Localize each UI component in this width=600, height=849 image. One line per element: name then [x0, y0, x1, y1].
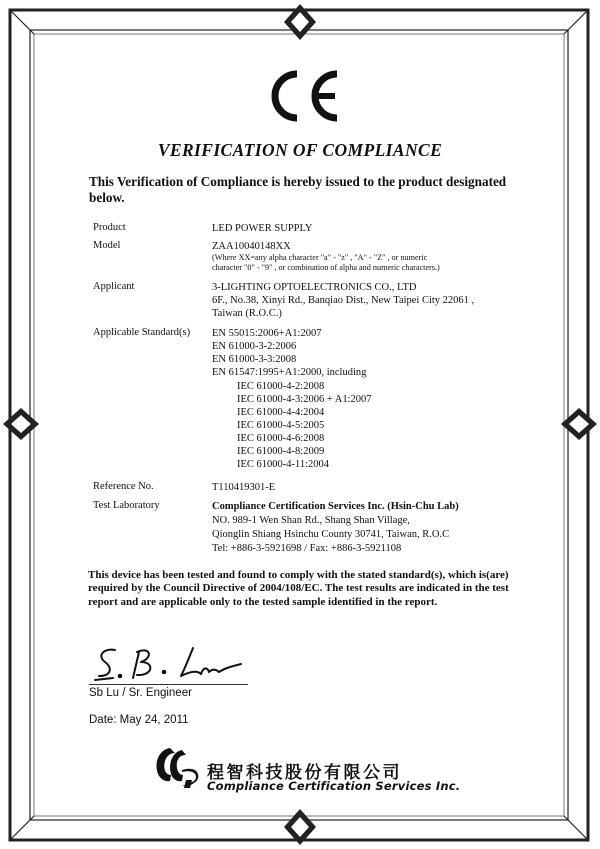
ce-mark-icon: [263, 68, 343, 124]
applicant-label: Applicant: [93, 281, 135, 292]
standard-sub-item: IEC 61000-4-5:2005: [237, 420, 325, 431]
model-label: Model: [93, 240, 121, 251]
standard-sub-item: IEC 61000-4-11:2004: [237, 459, 330, 470]
standard-main-item: EN 61000-3-2:2006: [212, 341, 297, 352]
applicant-name: 3-LIGHTING OPTOELECTRONICS CO., LTD: [212, 282, 417, 293]
standard-sub-item: IEC 61000-4-3:2006 + A1:2007: [237, 394, 372, 405]
model-note-line-1: (Where XX=any alpha character "a" - "z" , "A" - "Z" , or numeric: [212, 253, 428, 262]
standard-sub-item: IEC 61000-4-6:2008: [237, 433, 325, 444]
model-value: ZAA10040148XX: [212, 241, 291, 252]
signature-line: [89, 684, 248, 685]
standard-main-item: EN 61000-3-3:2008: [212, 354, 297, 365]
product-value: LED POWER SUPPLY: [212, 223, 313, 234]
company-name-english: Compliance Certification Services Inc.: [207, 779, 461, 793]
compliance-statement: This device has been tested and found to comply with the stated standard(s), which is(are) required by the Council Directive of 2004/108/EC. The test results are indicated in the test report and are applicable only to the tested sample identified in the report.: [88, 569, 509, 608]
product-label: Product: [93, 222, 126, 233]
standard-main-item: EN 61547:1995+A1:2000, including: [212, 367, 367, 378]
standard-main-item: EN 55015:2006+A1:2007: [212, 328, 322, 339]
handwritten-signature: [93, 642, 243, 684]
standard-sub-item: IEC 61000-4-2:2008: [237, 381, 325, 392]
model-note-line-2: character "0" - "9" , or combination of alpha and numeric characters.): [212, 263, 440, 272]
lab-address-line-1: NO. 989-1 Wen Shan Rd., Shang Shan Village,: [212, 515, 410, 526]
reference-value: T110419301-E: [212, 482, 276, 493]
reference-label: Reference No.: [93, 481, 154, 492]
signer-name: Sb Lu / Sr. Engineer: [89, 687, 192, 699]
document-title: VERIFICATION OF COMPLIANCE: [157, 140, 443, 160]
issue-date: Date: May 24, 2011: [89, 714, 189, 726]
applicant-address-line-2: Taiwan (R.O.C.): [212, 308, 282, 319]
lab-label: Test Laboratory: [93, 500, 160, 511]
standard-sub-item: IEC 61000-4-8:2009: [237, 446, 325, 457]
company-name-chinese: 程智科技股份有限公司: [207, 763, 402, 783]
lab-name: Compliance Certification Services Inc. (Hsin-Chu Lab): [212, 501, 459, 512]
lab-phone-fax: Tel: +886-3-5921698 / Fax: +886-3-5921108: [212, 543, 402, 554]
standards-label: Applicable Standard(s): [93, 327, 191, 338]
intro-text: This Verification of Compliance is hereby issued to the product designated below.: [89, 174, 507, 205]
company-logo-icon: [152, 744, 200, 790]
standard-sub-item: IEC 61000-4-4:2004: [237, 407, 325, 418]
applicant-address-line-1: 6F., No.38, Xinyi Rd., Banqiao Dist., New Taipei City 22061 ,: [212, 295, 475, 306]
lab-address-line-2: Qionglin Shiang Hsinchu County 30741, Taiwan, R.O.C: [212, 529, 450, 540]
